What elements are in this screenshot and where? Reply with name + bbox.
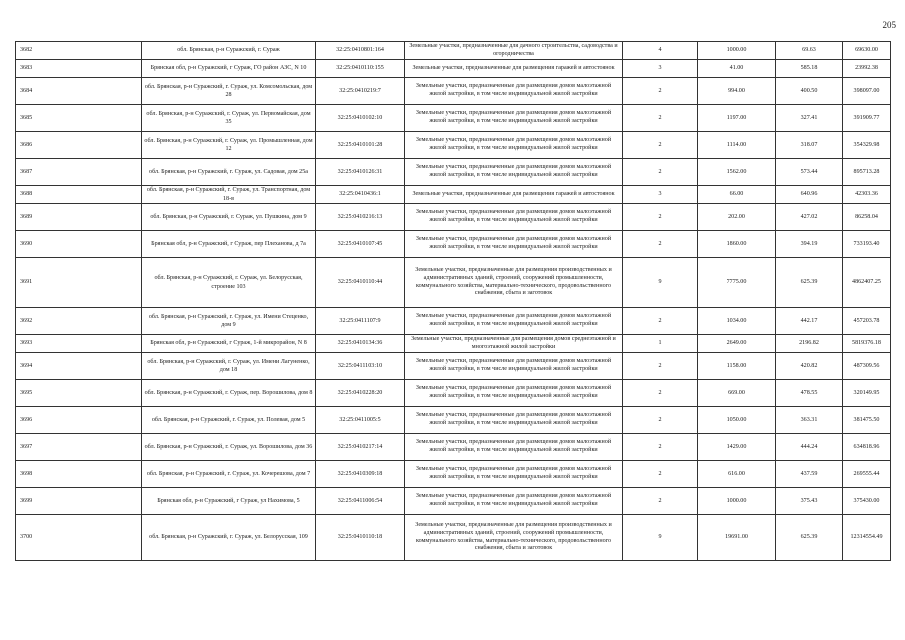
cell-specific-value: 2196.82 (776, 335, 843, 353)
cell-area: 2649.00 (698, 335, 776, 353)
cell-cadastral-value: 391909.77 (843, 105, 891, 132)
cell-number: 3688 (16, 186, 142, 204)
cell-group: 3 (623, 186, 698, 204)
cell-address: обл. Брянская, р-н Суражский, г. Сураж, ул. Белорусская, строение 103 (142, 258, 316, 308)
cell-specific-value: 427.02 (776, 204, 843, 231)
cell-number: 3684 (16, 78, 142, 105)
cell-cadastral-number: 32:25:0410107:45 (316, 231, 405, 258)
cell-permitted-use: Земельные участки, предназначенные для размещения домов малоэтажной жилой застройки, в том числе индивидуальной жилой застройки (405, 461, 623, 488)
cell-cadastral-value: 269555.44 (843, 461, 891, 488)
table-row (16, 488, 891, 515)
page-number: 205 (882, 20, 896, 30)
cell-number: 3698 (16, 461, 142, 488)
cell-number: 3692 (16, 308, 142, 335)
cell-number: 3682 (16, 42, 142, 60)
cell-cadastral-number: 32:25:0410126:31 (316, 159, 405, 186)
cell-group: 4 (623, 42, 698, 60)
cell-group: 2 (623, 231, 698, 258)
cell-area: 994.00 (698, 78, 776, 105)
cell-group: 2 (623, 407, 698, 434)
cell-cadastral-number: 32:25:0410110:155 (316, 60, 405, 78)
cell-area: 7775.00 (698, 258, 776, 308)
cell-area: 1000.00 (698, 42, 776, 60)
cell-number: 3685 (16, 105, 142, 132)
cell-address: обл. Брянская, р-н Суражский, г. Сураж (142, 42, 316, 60)
table-row (16, 105, 891, 132)
cell-address: обл. Брянская, р-н Суражский, г. Сураж, ул. Полевая, дом 5 (142, 407, 316, 434)
cell-specific-value: 375.43 (776, 488, 843, 515)
cell-permitted-use: Земельные участки, предназначенные для размещения домов среднеэтажной и многоэтажной жилой застройки (405, 335, 623, 353)
cell-number: 3691 (16, 258, 142, 308)
cell-area: 41.00 (698, 60, 776, 78)
cell-number: 3694 (16, 353, 142, 380)
table-row (16, 78, 891, 105)
cell-cadastral-value: 4862407.25 (843, 258, 891, 308)
cell-cadastral-value: 733193.40 (843, 231, 891, 258)
cell-specific-value: 420.82 (776, 353, 843, 380)
cell-permitted-use: Земельные участки, предназначенные для размещения производственных и административных зданий, строений, сооружений промышленности, коммунального хозяйства, материально-технического, продовольственного снабжения, сбыта и заготовок (405, 515, 623, 561)
cell-cadastral-number: 32:25:0410102:10 (316, 105, 405, 132)
cell-cadastral-number: 32:25:0411103:10 (316, 353, 405, 380)
table-row (16, 434, 891, 461)
cell-permitted-use: Земельные участки, предназначенные для размещения домов малоэтажной жилой застройки, в том числе индивидуальной жилой застройки (405, 105, 623, 132)
cell-number: 3695 (16, 380, 142, 407)
cell-group: 3 (623, 60, 698, 78)
cell-address: Брянская обл, р-н Суражский, г Сураж, 1-й микрорайон, N 8 (142, 335, 316, 353)
cell-permitted-use: Земельные участки, предназначенные для размещения домов малоэтажной жилой застройки, в том числе индивидуальной жилой застройки (405, 78, 623, 105)
cell-specific-value: 444.24 (776, 434, 843, 461)
cell-group: 2 (623, 353, 698, 380)
cell-area: 1158.00 (698, 353, 776, 380)
cell-specific-value: 478.55 (776, 380, 843, 407)
cell-number: 3693 (16, 335, 142, 353)
cell-group: 2 (623, 308, 698, 335)
cell-cadastral-number: 32:25:0410309:18 (316, 461, 405, 488)
table-row (16, 353, 891, 380)
cell-cadastral-number: 32:25:0411006:54 (316, 488, 405, 515)
cell-area: 1050.00 (698, 407, 776, 434)
table-body (16, 42, 891, 561)
cell-cadastral-number: 32:25:0410101:28 (316, 132, 405, 159)
cell-cadastral-value: 487309.56 (843, 353, 891, 380)
cell-cadastral-number: 32:25:0410134:36 (316, 335, 405, 353)
cell-number: 3686 (16, 132, 142, 159)
table-row (16, 231, 891, 258)
cell-cadastral-number: 32:25:0411005:5 (316, 407, 405, 434)
cell-cadastral-number: 32:25:0410110:18 (316, 515, 405, 561)
cell-address: Брянская обл, р-н Суражский, г Сураж, ГО район АЗС, N 10 (142, 60, 316, 78)
cell-specific-value: 573.44 (776, 159, 843, 186)
cell-area: 66.00 (698, 186, 776, 204)
cell-number: 3689 (16, 204, 142, 231)
cell-permitted-use: Земельные участки, предназначенные для размещения домов малоэтажной жилой застройки, в том числе индивидуальной жилой застройки (405, 159, 623, 186)
table-row (16, 204, 891, 231)
cell-cadastral-value: 23992.38 (843, 60, 891, 78)
cell-area: 1860.00 (698, 231, 776, 258)
cell-cadastral-value: 457203.78 (843, 308, 891, 335)
cell-cadastral-value: 69630.00 (843, 42, 891, 60)
cell-cadastral-value: 634818.96 (843, 434, 891, 461)
table-row (16, 132, 891, 159)
cell-specific-value: 437.59 (776, 461, 843, 488)
cell-specific-value: 363.31 (776, 407, 843, 434)
cell-specific-value: 327.41 (776, 105, 843, 132)
cell-specific-value: 400.50 (776, 78, 843, 105)
cell-permitted-use: Земельные участки, предназначенные для размещения домов малоэтажной жилой застройки, в том числе индивидуальной жилой застройки (405, 231, 623, 258)
cell-cadastral-value: 381475.50 (843, 407, 891, 434)
cell-number: 3699 (16, 488, 142, 515)
cell-permitted-use: Земельные участки, предназначенные для размещения гаражей и автостоянок (405, 186, 623, 204)
cell-group: 2 (623, 488, 698, 515)
cell-permitted-use: Земельные участки, предназначенные для размещения домов малоэтажной жилой застройки, в том числе индивидуальной жилой застройки (405, 407, 623, 434)
cell-group: 2 (623, 78, 698, 105)
cell-cadastral-number: 32:25:0410216:13 (316, 204, 405, 231)
cell-address: обл. Брянская, р-н Суражский, г. Сураж, ул. Кочерешова, дом 7 (142, 461, 316, 488)
cell-address: обл. Брянская, р-н Суражский, г. Сураж, ул. Первомайская, дом 35 (142, 105, 316, 132)
cell-address: обл. Брянская, р-н Суражский, г. Сураж, ул. Имени Лагуненко, дом 18 (142, 353, 316, 380)
cell-permitted-use: Земельные участки, предназначенные для размещения домов малоэтажной жилой застройки, в том числе индивидуальной жилой застройки (405, 204, 623, 231)
cell-permitted-use: Земельные участки, предназначенные для размещения производственных и административных зданий, строений, сооружений промышленности, коммунального хозяйства, материально-технического, продовольственного снабжения, сбыта и заготовок (405, 258, 623, 308)
cell-specific-value: 318.07 (776, 132, 843, 159)
table-row (16, 186, 891, 204)
cell-area: 1114.00 (698, 132, 776, 159)
cell-address: обл. Брянская, р-н Суражский, г. Сураж, ул. Транспортная, дом 18-в (142, 186, 316, 204)
cell-specific-value: 442.17 (776, 308, 843, 335)
cell-cadastral-value: 354329.98 (843, 132, 891, 159)
table-row (16, 335, 891, 353)
cell-group: 2 (623, 132, 698, 159)
cell-group: 9 (623, 515, 698, 561)
cell-address: обл. Брянская, р-н Суражский, г. Сураж, ул. Ворошилова, дом 36 (142, 434, 316, 461)
table-row (16, 380, 891, 407)
cell-specific-value: 394.19 (776, 231, 843, 258)
cell-cadastral-number: 32:25:0410801:164 (316, 42, 405, 60)
cell-number: 3700 (16, 515, 142, 561)
cell-permitted-use: Земельные участки, предназначенные для размещения домов малоэтажной жилой застройки, в том числе индивидуальной жилой застройки (405, 308, 623, 335)
cell-address: обл. Брянская, р-н Суражский, г. Сураж, пер. Ворошилова, дом 8 (142, 380, 316, 407)
cell-cadastral-value: 5819376.18 (843, 335, 891, 353)
cell-area: 669.00 (698, 380, 776, 407)
cell-permitted-use: Земельные участки, предназначенные для размещения домов малоэтажной жилой застройки, в том числе индивидуальной жилой застройки (405, 488, 623, 515)
cell-cadastral-number: 32:25:0410436:1 (316, 186, 405, 204)
cell-area: 202.00 (698, 204, 776, 231)
cell-group: 1 (623, 335, 698, 353)
cell-permitted-use: Земельные участки, предназначенные для размещения домов малоэтажной жилой застройки, в том числе индивидуальной жилой застройки (405, 434, 623, 461)
cell-cadastral-number: 32:25:0410228:20 (316, 380, 405, 407)
table-row (16, 42, 891, 60)
cell-area: 1562.00 (698, 159, 776, 186)
table-row (16, 461, 891, 488)
cell-cadastral-number: 32:25:0411107:9 (316, 308, 405, 335)
cell-area: 616.00 (698, 461, 776, 488)
cell-address: обл. Брянская, р-н Суражский, г. Сураж, ул. Промышленная, дом 12 (142, 132, 316, 159)
cell-group: 2 (623, 204, 698, 231)
cell-cadastral-number: 32:25:0410110:44 (316, 258, 405, 308)
cell-number: 3687 (16, 159, 142, 186)
cell-address: обл. Брянская, р-н Суражский, г. Сураж, ул. Садовая, дом 25а (142, 159, 316, 186)
cell-cadastral-value: 12314554.49 (843, 515, 891, 561)
cell-specific-value: 69.63 (776, 42, 843, 60)
cell-specific-value: 625.39 (776, 515, 843, 561)
cell-address: обл. Брянская, р-н Суражский, г. Сураж, ул. Белорусская, 109 (142, 515, 316, 561)
cell-specific-value: 625.39 (776, 258, 843, 308)
cell-address: обл. Брянская, р-н Суражский, г. Сураж, ул. Пушкина, дом 9 (142, 204, 316, 231)
cell-address: Брянская обл, р-н Суражский, г Сураж, ул Нахимова, 5 (142, 488, 316, 515)
cell-cadastral-value: 398097.00 (843, 78, 891, 105)
cell-permitted-use: Земельные участки, предназначенные для размещения гаражей и автостоянок (405, 60, 623, 78)
cell-area: 19691.00 (698, 515, 776, 561)
cadastral-value-table (15, 41, 891, 561)
cell-cadastral-number: 32:25:0410217:14 (316, 434, 405, 461)
cell-cadastral-value: 86258.04 (843, 204, 891, 231)
cell-area: 1197.00 (698, 105, 776, 132)
cell-cadastral-number: 32:25:0410219:7 (316, 78, 405, 105)
table-row (16, 515, 891, 561)
cell-group: 2 (623, 434, 698, 461)
cell-group: 2 (623, 380, 698, 407)
cell-cadastral-value: 42303.36 (843, 186, 891, 204)
cell-number: 3683 (16, 60, 142, 78)
cell-permitted-use: Земельные участки, предназначенные для дачного строительства, садоводства и огородничества (405, 42, 623, 60)
cell-number: 3696 (16, 407, 142, 434)
cell-address: Брянская обл, р-н Суражский, г Сураж, пер Плеханова, д 7а (142, 231, 316, 258)
cell-specific-value: 640.96 (776, 186, 843, 204)
cell-permitted-use: Земельные участки, предназначенные для размещения домов малоэтажной жилой застройки, в том числе индивидуальной жилой застройки (405, 380, 623, 407)
table-row (16, 258, 891, 308)
table-row (16, 308, 891, 335)
cell-number: 3697 (16, 434, 142, 461)
cell-group: 2 (623, 105, 698, 132)
cell-number: 3690 (16, 231, 142, 258)
cell-area: 1000.00 (698, 488, 776, 515)
cell-area: 1034.00 (698, 308, 776, 335)
table-row (16, 60, 891, 78)
cell-group: 2 (623, 461, 698, 488)
cell-cadastral-value: 320149.95 (843, 380, 891, 407)
cell-group: 9 (623, 258, 698, 308)
table-row (16, 407, 891, 434)
cell-address: обл. Брянская, р-н Суражский, г. Сураж, ул. Имени Стеценко, дом 9 (142, 308, 316, 335)
cell-group: 2 (623, 159, 698, 186)
table-row (16, 159, 891, 186)
cell-address: обл. Брянская, р-н Суражский, г. Сураж, ул. Комсомольская, дом 28 (142, 78, 316, 105)
cell-cadastral-value: 375430.00 (843, 488, 891, 515)
cell-cadastral-value: 895713.28 (843, 159, 891, 186)
cell-permitted-use: Земельные участки, предназначенные для размещения домов малоэтажной жилой застройки, в том числе индивидуальной жилой застройки (405, 132, 623, 159)
cell-permitted-use: Земельные участки, предназначенные для размещения домов малоэтажной жилой застройки, в том числе индивидуальной жилой застройки (405, 353, 623, 380)
cell-specific-value: 585.18 (776, 60, 843, 78)
cell-area: 1429.00 (698, 434, 776, 461)
